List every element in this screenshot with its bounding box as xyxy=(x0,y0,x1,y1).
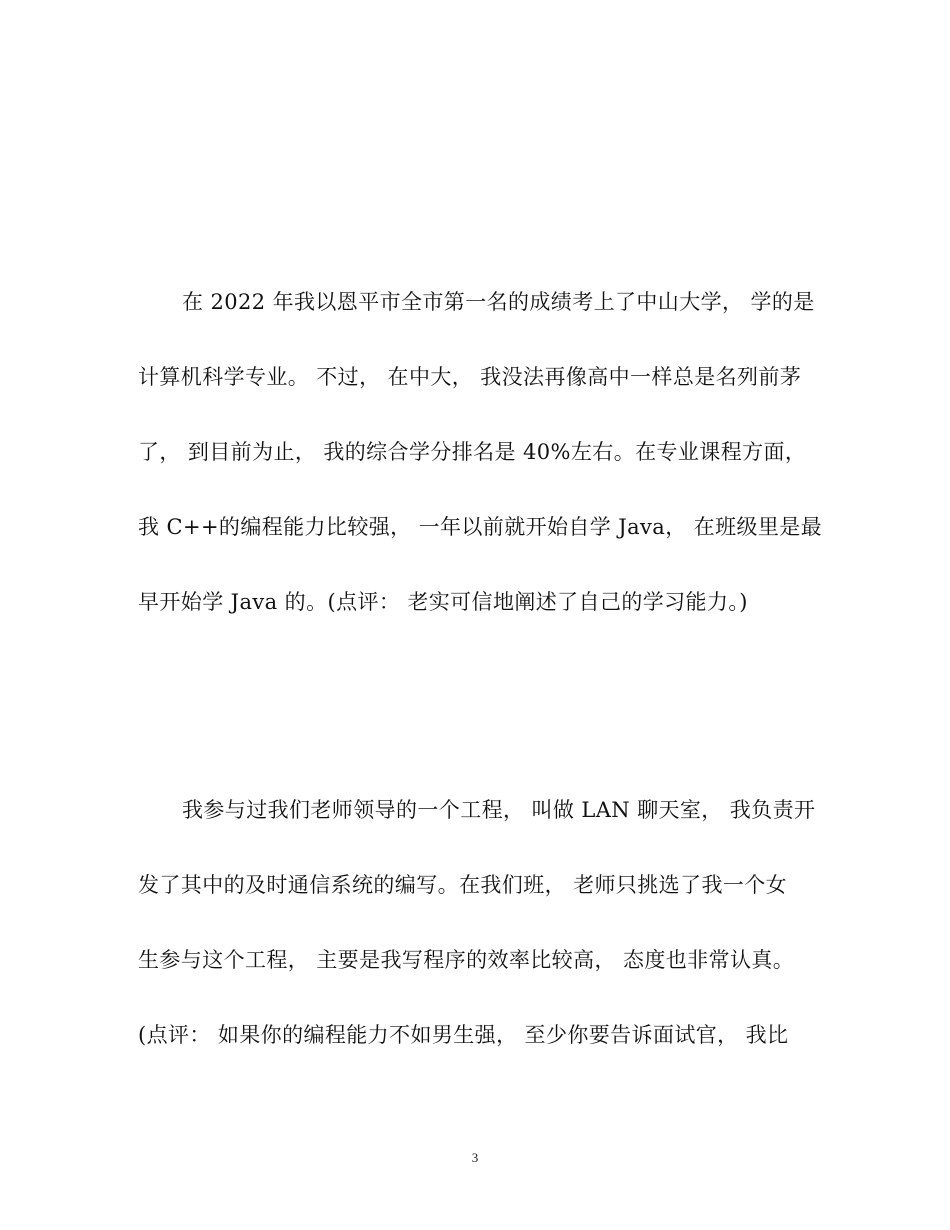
page-number: 3 xyxy=(471,1150,479,1165)
paragraph-line: 我参与过我们老师领导的一个工程， 叫做 LAN 聊天室， 我负责开 xyxy=(182,798,816,822)
paragraph-line: 计算机科学专业。 不过， 在中大， 我没法再像高中一样总是名列前茅 xyxy=(138,365,802,389)
paragraph-line: 了， 到目前为止， 我的综合学分排名是 40%左右。在专业课程方面， xyxy=(138,440,807,464)
paragraph-line: 早开始学 Java 的。(点评： 老实可信地阐述了自己的学习能力。) xyxy=(138,590,748,614)
paragraph-line: 发了其中的及时通信系统的编写。在我们班， 老师只挑选了我一个女 xyxy=(138,873,788,897)
paragraph-line: 在 2022 年我以恩平市全市第一名的成绩考上了中山大学， 学的是 xyxy=(182,290,815,314)
paragraph-line: (点评： 如果你的编程能力不如男生强， 至少你要告诉面试官， 我比 xyxy=(138,1023,789,1047)
paragraph-line: 我 C++的编程能力比较强， 一年以前就开始自学 Java， 在班级里是最 xyxy=(138,515,823,539)
paragraph-line: 生参与这个工程， 主要是我写程序的效率比较高， 态度也非常认真。 xyxy=(138,948,795,972)
paragraph-project-experience xyxy=(138,795,816,1095)
paragraph-academic-record xyxy=(138,287,823,662)
